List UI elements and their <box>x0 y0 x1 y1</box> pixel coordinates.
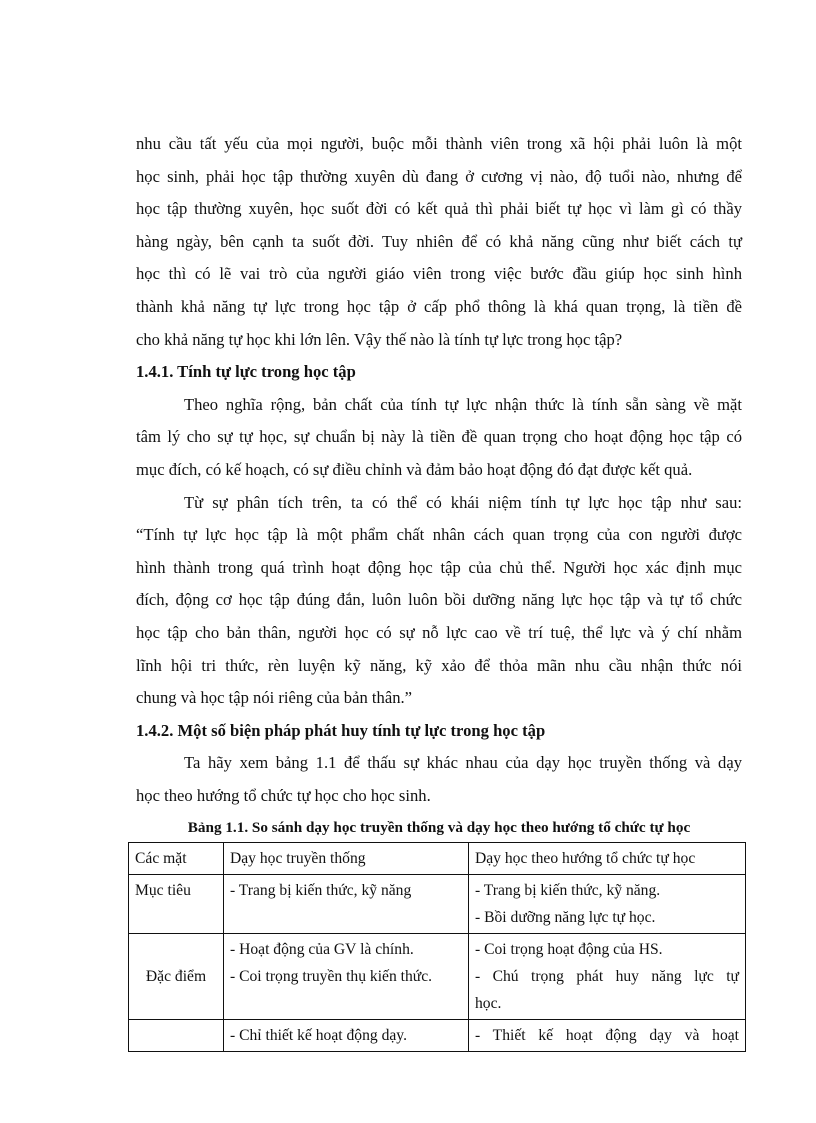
text-line: hàng ngày, bên cạnh ta suốt đời. Tuy nhiên để có khả năng cũng như biết cách tự <box>136 231 742 251</box>
table-cell-aspect <box>129 1020 224 1052</box>
table-caption: Bảng 1.1. So sánh dạy học truyền thống và dạy học theo hướng tổ chức tự học <box>187 819 691 837</box>
cell-line: học. <box>475 995 502 1013</box>
text-line: nhu cầu tất yếu của mọi người, buộc mỗi thành viên trong xã hội phải luôn là một <box>136 134 742 153</box>
cell-line: - Chỉ thiết kế hoạt động dạy. <box>230 1027 407 1045</box>
text-line: tâm lý cho sự tự học, sự chuẩn bị này là tiền đề quan trọng cho hoạt động học tập có <box>136 427 742 447</box>
table-row <box>129 875 746 934</box>
cell-line: - Hoạt động của GV là chính. <box>230 941 414 959</box>
text-line: thành khả năng tự lực trong học tập ở cấp phổ thông là khá quan trọng, là tiền đề <box>136 296 742 316</box>
table-header-cell: Dạy học theo hướng tổ chức tự học <box>469 843 746 875</box>
paragraph-definition <box>136 487 742 715</box>
section-heading-1-4-1: 1.4.1. Tính tự lực trong học tập <box>136 362 356 382</box>
text-line: Theo nghĩa rộng, bản chất của tính tự lực nhận thức là tính sẵn sàng về mặt <box>184 394 742 414</box>
text-line: Từ sự phân tích trên, ta có thể có khái niệm tính tự lực học tập như sau: <box>184 492 742 512</box>
text-line: chung và học tập nói riêng của bản thân.” <box>136 688 413 708</box>
section-heading-1-4-2: 1.4.2. Một số biện pháp phát huy tính tự lực trong học tập <box>136 720 546 740</box>
document-page <box>136 128 742 1052</box>
text-line: đích, động cơ học tập đúng đắn, luôn luôn bồi dưỡng năng lực học tập và tự tổ chức <box>136 590 742 610</box>
text-line: học sinh, phải học tập thường xuyên dù đang ở cương vị nào, độ tuổi nào, nhưng để <box>136 166 742 186</box>
table-header-row <box>129 843 746 875</box>
text-line: cho khả năng tự học khi lớn lên. Vậy thế nào là tính tự lực trong học tập? <box>136 329 623 349</box>
text-line: lĩnh hội tri thức, rèn luyện kỹ năng, kỹ xảo để thỏa mãn nhu cầu nhận thức nói <box>136 655 742 675</box>
comparison-table <box>128 842 746 1052</box>
table-cell-aspect: Đặc điểm <box>129 934 224 1020</box>
cell-line: - Thiết kế hoạt động dạy và hoạt <box>475 1027 739 1045</box>
text-line: học tập cho bản thân, người học có sự nỗ lực cao về trí tuệ, thể lực và ý chí nhằm <box>136 622 742 642</box>
table-row <box>129 1020 746 1052</box>
text-line: mục đích, có kế hoạch, có sự điều chỉnh và đảm bảo hoạt động đó đạt được kết quả. <box>136 459 693 479</box>
table-cell-self-study <box>469 1020 746 1052</box>
table-cell-aspect: Mục tiêu <box>129 875 224 934</box>
cell-line: - Trang bị kiến thức, kỹ năng. <box>475 882 661 900</box>
paragraph-theo <box>136 389 742 487</box>
cell-line: - Chú trọng phát huy năng lực tự <box>475 968 739 986</box>
cell-line: - Bồi dưỡng năng lực tự học. <box>475 909 656 927</box>
table-cell-traditional <box>224 1020 469 1052</box>
table-row <box>129 934 746 1020</box>
table-cell-traditional <box>224 934 469 1020</box>
text-line: hình thành trong quá trình hoạt động học tập của chủ thể. Người học xác định mục <box>136 557 742 577</box>
table-header-cell: Các mặt <box>129 843 224 875</box>
cell-line: - Trang bị kiến thức, kỹ năng <box>230 882 412 900</box>
text-line: học thì có lẽ vai trò của người giáo viên trong việc bước đầu giúp học sinh hình <box>136 264 742 284</box>
table-header-cell: Dạy học truyền thống <box>224 843 469 875</box>
table-cell-self-study <box>469 934 746 1020</box>
table-cell-traditional <box>224 875 469 934</box>
text-line: học theo hướng tổ chức tự học cho học sinh. <box>136 785 431 805</box>
paragraph-ta <box>136 747 742 812</box>
text-line: Ta hãy xem bảng 1.1 để thấu sự khác nhau của dạy học truyền thống và dạy <box>184 753 742 773</box>
text-line: “Tính tự lực học tập là một phẩm chất nhân cách quan trọng của con người được <box>136 525 742 545</box>
paragraph-intro <box>136 128 742 356</box>
text-line: học tập thường xuyên, học suốt đời có kết quả thì phải biết tự học vì làm gì có thầy <box>136 199 742 219</box>
table-cell-self-study <box>469 875 746 934</box>
cell-line: - Coi trọng hoạt động của HS. <box>475 941 663 959</box>
cell-line: - Coi trọng truyền thụ kiến thức. <box>230 968 433 986</box>
